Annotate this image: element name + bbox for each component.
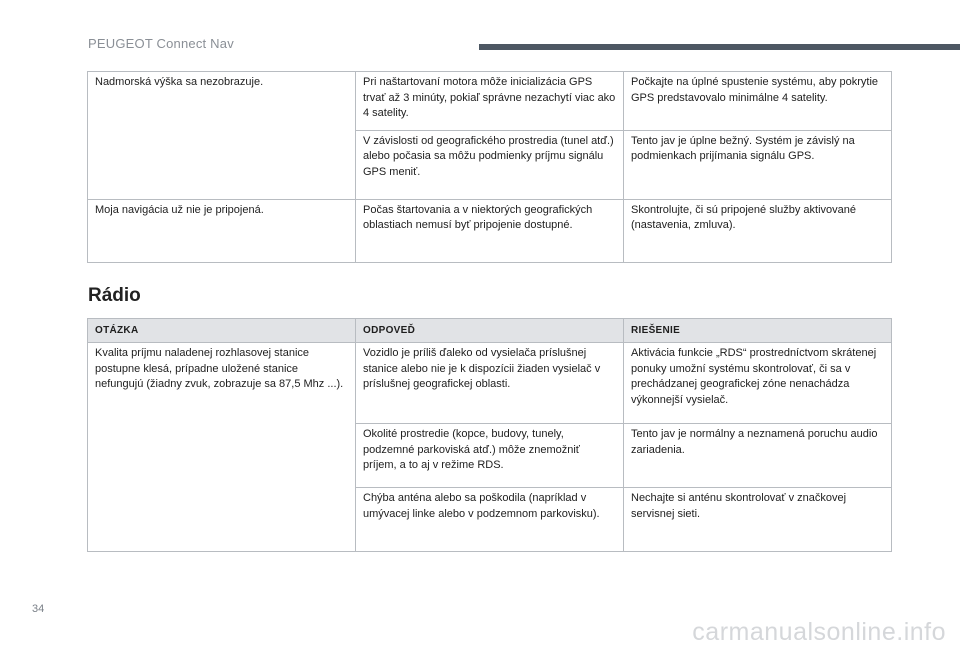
answer-cell: Počas štartovania a v niektorých geografických oblastiach nemusí byť pripojenie dostupné. — [356, 199, 624, 262]
answer-cell: Okolité prostredie (kopce, budovy, tunely, podzemné parkoviská atď.) môže znemožniť príjem, a to aj v režime RDS. — [356, 424, 624, 488]
solution-cell: Skontrolujte, či sú pripojené služby aktivované (nastavenia, zmluva). — [624, 199, 892, 262]
gps-troubleshooting-table — [87, 71, 892, 263]
answer-cell: V závislosti od geografického prostredia (tunel atď.) alebo počasia sa môžu podmienky príjmu signálu GPS meniť. — [356, 130, 624, 199]
answer-cell: Chýba anténa alebo sa poškodila (napríklad v umývacej linke alebo v podzemnom parkovisku). — [356, 488, 624, 552]
answer-cell: Vozidlo je príliš ďaleko od vysielača príslušnej stanice alebo nie je k dispozícii žiaden vysielač v príslušnej geografickej oblasti. — [356, 343, 624, 424]
radio-troubleshooting-table — [87, 318, 892, 552]
solution-cell: Tento jav je normálny a neznamená poruchu audio zariadenia. — [624, 424, 892, 488]
header-title: PEUGEOT Connect Nav — [88, 36, 234, 51]
table-row — [88, 343, 892, 424]
solution-cell: Aktivácia funkcie „RDS“ prostredníctvom skrátenej ponuky umožní systému skontrolovať, či sa v prechádzanej geografickej zóne nenachádza výkonnejší vysielač. — [624, 343, 892, 424]
header-bar — [479, 44, 960, 50]
header-answer: ODPOVEĎ — [356, 319, 624, 343]
header-solution: RIEŠENIE — [624, 319, 892, 343]
table-row — [88, 199, 892, 262]
question-cell: Moja navigácia už nie je pripojená. — [88, 199, 356, 262]
answer-cell: Pri naštartovaní motora môže inicializácia GPS trvať až 3 minúty, pokiaľ správne nezachytí viac ako 4 satelity. — [356, 72, 624, 131]
solution-cell: Nechajte si anténu skontrolovať v značkovej servisnej sieti. — [624, 488, 892, 552]
section-title: Rádio — [88, 285, 141, 306]
question-cell: Kvalita príjmu naladenej rozhlasovej stanice postupne klesá, prípadne uložené stanice nefungujú (žiadny zvuk, zobrazuje sa 87,5 Mhz ...). — [88, 343, 356, 552]
table-header-row — [88, 319, 892, 343]
page-number: 34 — [32, 603, 45, 615]
solution-cell: Počkajte na úplné spustenie systému, aby pokrytie GPS predstavovalo minimálne 4 satelity. — [624, 72, 892, 131]
header-question: OTÁZKA — [88, 319, 356, 343]
question-cell: Nadmorská výška sa nezobrazuje. — [88, 72, 356, 200]
watermark: carmanualsonline.info — [692, 618, 946, 646]
table-row — [88, 72, 892, 131]
solution-cell: Tento jav je úplne bežný. Systém je závislý na podmienkach prijímania signálu GPS. — [624, 130, 892, 199]
